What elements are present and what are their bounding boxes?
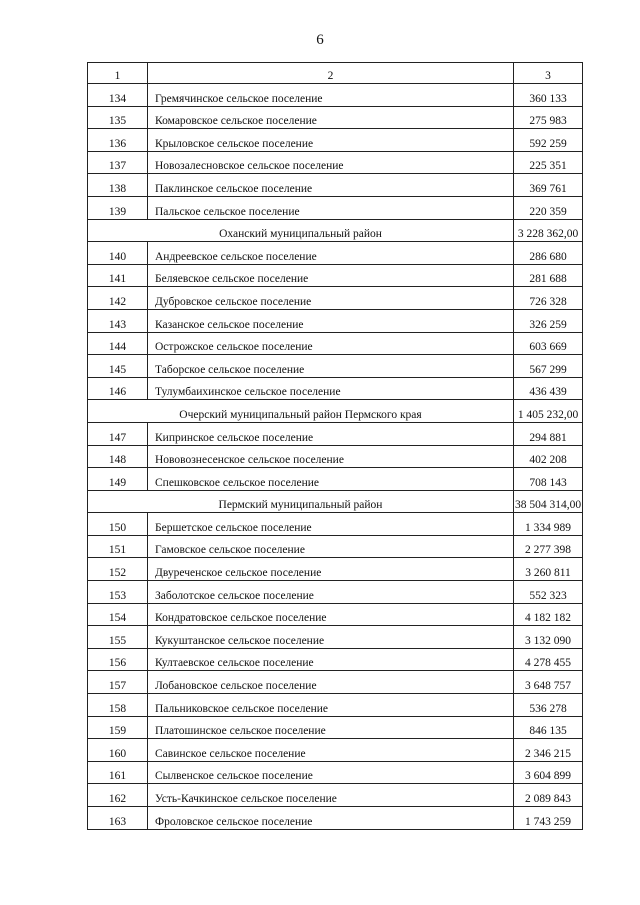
table-row — [88, 242, 583, 265]
row-number: 159 — [88, 716, 148, 739]
table-row — [88, 84, 583, 107]
amount: 4 278 455 — [514, 648, 583, 671]
row-number: 140 — [88, 242, 148, 265]
amount: 552 323 — [514, 581, 583, 604]
row-number: 161 — [88, 761, 148, 784]
table-row — [88, 626, 583, 649]
row-number: 160 — [88, 739, 148, 762]
row-number: 143 — [88, 309, 148, 332]
table-row — [88, 151, 583, 174]
amount: 3 604 899 — [514, 761, 583, 784]
district-row — [88, 400, 583, 423]
table-row — [88, 355, 583, 378]
table-header-row — [88, 63, 583, 84]
row-number: 141 — [88, 264, 148, 287]
settlement-name: Гамовское сельское поселение — [148, 535, 514, 558]
amount: 603 669 — [514, 332, 583, 355]
row-number: 163 — [88, 807, 148, 830]
district-name: Очерский муниципальный район Пермского края — [88, 400, 514, 423]
settlement-name: Сылвенское сельское поселение — [148, 761, 514, 784]
settlement-name: Спешковское сельское поселение — [148, 468, 514, 491]
row-number: 149 — [88, 468, 148, 491]
settlement-name: Андреевское сельское поселение — [148, 242, 514, 265]
settlement-name: Крыловское сельское поселение — [148, 129, 514, 152]
amount: 4 182 182 — [514, 603, 583, 626]
settlement-name: Паклинское сельское поселение — [148, 174, 514, 197]
settlement-name: Пальское сельское поселение — [148, 196, 514, 219]
amount: 294 881 — [514, 422, 583, 445]
row-number: 157 — [88, 671, 148, 694]
table-row — [88, 174, 583, 197]
amount: 2 346 215 — [514, 739, 583, 762]
table-row — [88, 603, 583, 626]
amount: 402 208 — [514, 445, 583, 468]
amount: 220 359 — [514, 196, 583, 219]
district-row — [88, 490, 583, 513]
table-row — [88, 739, 583, 762]
header-col-3: 3 — [514, 63, 583, 84]
table-row — [88, 784, 583, 807]
amount: 3 648 757 — [514, 671, 583, 694]
settlement-name: Тулумбаихинское сельское поселение — [148, 377, 514, 400]
row-number: 145 — [88, 355, 148, 378]
settlement-name: Таборское сельское поселение — [148, 355, 514, 378]
settlement-name: Фроловское сельское поселение — [148, 807, 514, 830]
settlement-name: Усть-Качкинское сельское поселение — [148, 784, 514, 807]
table-row — [88, 264, 583, 287]
amount: 2 089 843 — [514, 784, 583, 807]
settlement-name: Кондратовское сельское поселение — [148, 603, 514, 626]
table-row — [88, 694, 583, 717]
row-number: 144 — [88, 332, 148, 355]
amount: 326 259 — [514, 309, 583, 332]
district-total: 1 405 232,00 — [514, 400, 583, 423]
row-number: 152 — [88, 558, 148, 581]
row-number: 148 — [88, 445, 148, 468]
amount: 369 761 — [514, 174, 583, 197]
settlement-name: Пальниковское сельское поселение — [148, 694, 514, 717]
settlement-name: Острожское сельское поселение — [148, 332, 514, 355]
table-row — [88, 445, 583, 468]
row-number: 139 — [88, 196, 148, 219]
amount: 2 277 398 — [514, 535, 583, 558]
table-row — [88, 468, 583, 491]
table-row — [88, 129, 583, 152]
settlement-name: Кипринское сельское поселение — [148, 422, 514, 445]
row-number: 153 — [88, 581, 148, 604]
row-number: 151 — [88, 535, 148, 558]
table-row — [88, 106, 583, 129]
amount: 1 743 259 — [514, 807, 583, 830]
amount: 708 143 — [514, 468, 583, 491]
amount: 1 334 989 — [514, 513, 583, 536]
settlement-name: Савинское сельское поселение — [148, 739, 514, 762]
amount: 846 135 — [514, 716, 583, 739]
settlement-name: Гремячинское сельское поселение — [148, 84, 514, 107]
settlement-name: Бершетское сельское поселение — [148, 513, 514, 536]
district-name: Оханский муниципальный район — [88, 219, 514, 242]
district-total: 3 228 362,00 — [514, 219, 583, 242]
amount: 286 680 — [514, 242, 583, 265]
amount: 567 299 — [514, 355, 583, 378]
settlement-name: Култаевское сельское поселение — [148, 648, 514, 671]
table-row — [88, 422, 583, 445]
settlement-name: Платошинское сельское поселение — [148, 716, 514, 739]
row-number: 135 — [88, 106, 148, 129]
table-row — [88, 287, 583, 310]
settlement-name: Дубровское сельское поселение — [148, 287, 514, 310]
row-number: 136 — [88, 129, 148, 152]
table-row — [88, 716, 583, 739]
header-col-2: 2 — [148, 63, 514, 84]
page-number: 6 — [316, 32, 324, 48]
amount: 536 278 — [514, 694, 583, 717]
settlement-name: Комаровское сельское поселение — [148, 106, 514, 129]
settlement-name: Лобановское сельское поселение — [148, 671, 514, 694]
settlement-name: Новозалесновское сельское поселение — [148, 151, 514, 174]
table-row — [88, 671, 583, 694]
budget-table — [87, 62, 583, 830]
row-number: 150 — [88, 513, 148, 536]
table-row — [88, 807, 583, 830]
settlement-name: Нововознесенское сельское поселение — [148, 445, 514, 468]
row-number: 156 — [88, 648, 148, 671]
amount: 275 983 — [514, 106, 583, 129]
table-row — [88, 332, 583, 355]
row-number: 138 — [88, 174, 148, 197]
row-number: 158 — [88, 694, 148, 717]
table-row — [88, 377, 583, 400]
settlement-name: Двуреченское сельское поселение — [148, 558, 514, 581]
amount: 3 260 811 — [514, 558, 583, 581]
amount: 726 328 — [514, 287, 583, 310]
row-number: 134 — [88, 84, 148, 107]
table-row — [88, 535, 583, 558]
row-number: 154 — [88, 603, 148, 626]
settlement-name: Заболотское сельское поселение — [148, 581, 514, 604]
amount: 225 351 — [514, 151, 583, 174]
table-row — [88, 761, 583, 784]
settlement-name: Казанское сельское поселение — [148, 309, 514, 332]
table-row — [88, 558, 583, 581]
table-row — [88, 648, 583, 671]
district-name: Пермский муниципальный район — [88, 490, 514, 513]
row-number: 147 — [88, 422, 148, 445]
amount: 360 133 — [514, 84, 583, 107]
settlement-name: Кукуштанское сельское поселение — [148, 626, 514, 649]
settlement-name: Беляевское сельское поселение — [148, 264, 514, 287]
district-total: 38 504 314,00 — [514, 490, 583, 513]
table-row — [88, 513, 583, 536]
row-number: 162 — [88, 784, 148, 807]
row-number: 142 — [88, 287, 148, 310]
amount: 592 259 — [514, 129, 583, 152]
row-number: 146 — [88, 377, 148, 400]
row-number: 137 — [88, 151, 148, 174]
header-col-1: 1 — [88, 63, 148, 84]
district-row — [88, 219, 583, 242]
row-number: 155 — [88, 626, 148, 649]
table-row — [88, 309, 583, 332]
amount: 3 132 090 — [514, 626, 583, 649]
table-row — [88, 196, 583, 219]
table-row — [88, 581, 583, 604]
amount: 436 439 — [514, 377, 583, 400]
amount: 281 688 — [514, 264, 583, 287]
